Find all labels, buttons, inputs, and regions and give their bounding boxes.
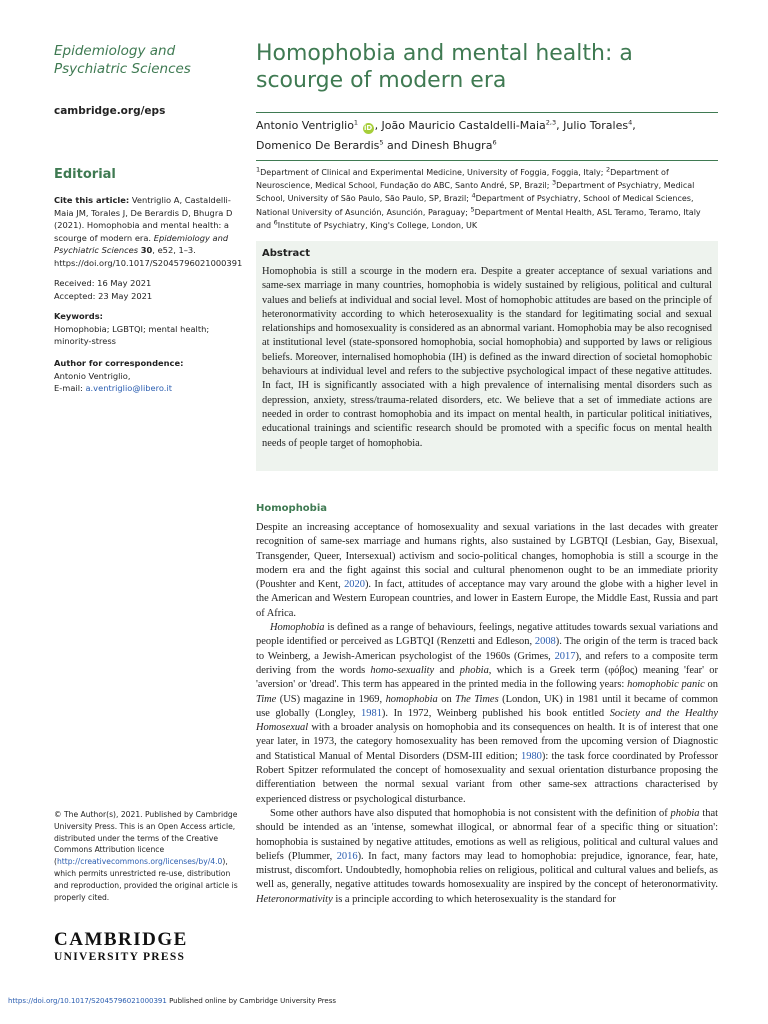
author-affil-sup: 2,3 [545, 118, 557, 127]
body-text [256, 521, 718, 907]
affil-sup: 4 [471, 191, 476, 200]
paragraph [256, 621, 718, 807]
cite-text: Ventriglio A, Castaldelli-Maia JM, Torales J, De Berardis D, Bhugra D (2021). Homophobia and mental health: a scourge of modern era. [54, 195, 233, 243]
affil-text: Institute of Psychiatry, King's College, London, UK [277, 220, 478, 230]
accepted-date: Accepted: 23 May 2021 [54, 290, 153, 301]
term-italic: homophobia [385, 693, 438, 705]
keywords-label: Keywords: [54, 311, 103, 321]
publisher-logo [54, 930, 244, 964]
affil-sup: 5 [470, 204, 475, 213]
author-affil-sup: 4 [628, 118, 633, 127]
term-italic: Time [256, 693, 277, 705]
ref-link[interactable]: 2020 [344, 579, 365, 591]
author-name: and Dinesh Bhugra [383, 139, 493, 152]
correspondence-label: Author for correspondence: [54, 358, 184, 368]
text-run: is a principle according to which heterosexuality is the standard for [332, 893, 616, 905]
term-italic: phobia [459, 664, 489, 676]
text-run: ). In fact, many factors may lead to homophobia: prejudice, ignorance, fear, hate, mistrust, discomfort. Undoubtedly, homophobia relies on religious, political and cultural values and beliefs, as well as, generally, negative attitudes towards homosexuality are inspired by the concept of heteronormativity. [256, 850, 718, 891]
text-run: Despite an increasing acceptance of homosexuality and sexual variations in the last decades with greater recognition of same-sex marriage and humans rights, also sustained by LGBTQI (Lesbian, Gay, Bisexual, Transgender, Queer, Intersexual) activism and socio-political changes, homophobia is still a scourge in the modern era and the fight against this social and cultural phenomenon ought to be an immediate priority (Poushter and Kent, [256, 522, 718, 591]
text-run: is defined as a range of behaviours, feelings, negative attitudes towards sexual variations and people identified or perceived as LGBTQI (Renzetti and Edleson, [256, 622, 718, 648]
ref-link[interactable]: 2008 [534, 636, 556, 648]
license-suffix: ), which permits unrestricted re-use, distribution and reproduction, provided the original article is properly cited. [54, 857, 238, 902]
keywords-list: Homophobia; LGBTQI; mental health; minority-stress [54, 323, 210, 346]
text-run: (US) magazine in 1969, [276, 693, 386, 705]
term-italic: The Times [455, 693, 499, 705]
dates-block [54, 277, 246, 302]
orcid-icon[interactable]: iD [363, 124, 373, 132]
authors-rule [256, 160, 718, 161]
abstract-text: Homophobia is still a scourge in the modern era. Despite a greater acceptance of sexual variations and same-sex marriage in many countries, homophobia is widely sustained by religious, political and cultural values and beliefs at individual and social level. Most of homophobic attitudes are based on the principle of heteronormativity according to which heterosexuality is the standard for legitimating social and sexual relationships and homosexuality is considered as an abnormal variant. Homophobia may be also recognised at institutional level (state-sponsored homophobia, social homophobia) and supported by laws or religious beliefs. Moreover, internalised homophobia (IH) is defined as the inward direction of societal homophobic behaviours at individual level and refers to the subjective psychological impact of these negative attitudes. In fact, IH is significantly associated with a high prevalence of internalising mental disorders such as depression, anxiety, stress/trauma-related disorders, etc. We believe that a set of immediate actions are needed in order to contrast homophobia and its impact on mental health, in particular political initiatives, educational trainings and scientific research should be promoted with a specific focus on mental health needs of people target of homophobia. [262, 266, 712, 449]
term-italic: Society and the Healthy Homosexual [256, 707, 718, 734]
text-run: , which is a Greek term (φόβος) meaning 'fear' or 'aversion' or 'dread'. This term has appeared in the printed media in the following years: [256, 664, 718, 691]
author-name: Antonio Ventriglio [256, 119, 354, 132]
footer-text: Published online by Cambridge University Press [166, 997, 337, 1005]
ref-link[interactable]: 2016 [336, 850, 358, 862]
license-link[interactable]: http://creativecommons.org/licenses/by/4.0 [56, 857, 223, 867]
term-italic: homo-sexuality [370, 664, 435, 676]
affil-sup: 2 [605, 165, 611, 174]
text-run: ): the task force coordinated by Professor Robert Spitzer reformulated the concept of homosexuality and sexual orientation disturbance proposing the differentiation between the normal sexual variant from other same-sex attractions characterised by experienced distress or psychological disturbance. [256, 750, 718, 805]
ref-link[interactable]: 1980 [521, 750, 542, 762]
text-run: Some other authors have also disputed that homophobia is not consistent with the definition of [270, 807, 671, 819]
author-list: Antonio Ventriglio$^1$ iD , João Mauricio Castaldelli-Maia$^{2,3}$, Julio Torales$^4$, Domenico De Berardis$^5$ and Dinesh Bhugra$^6$ [256, 118, 636, 152]
logo-university-press: UNIVERSITY PRESS [54, 951, 186, 963]
text-run: ), and refers to a composite term deriving from the words [256, 650, 718, 676]
paragraph [256, 807, 718, 907]
text-run: ). In 1972, Weinberg published his book entitled [381, 707, 610, 719]
doi-link[interactable]: https://doi.org/10.1017/S2045796021000391 [8, 997, 167, 1005]
cite-journal: Epidemiology and Psychiatric Sciences [54, 232, 229, 255]
affil-text: Department of Neuroscience, Medical School, Fundação do ABC, Santo André, SP, Brazil; [256, 168, 669, 191]
email-link[interactable]: a.ventriglio@libero.it [85, 383, 173, 393]
text-run: on [437, 693, 456, 705]
journal-url-link[interactable]: cambridge.org/eps [54, 105, 166, 117]
email-label: E-mail: [54, 383, 86, 393]
author-affil-sup: 1 [353, 118, 359, 127]
author-name: , João Mauricio Castaldelli-Maia [374, 119, 546, 132]
term-italic: phobia [670, 807, 700, 819]
logo-cambridge: CAMBRIDGE [54, 929, 188, 950]
correspondence-block [54, 357, 246, 395]
received-date: Received: 16 May 2021 [54, 278, 152, 288]
keywords-block [54, 310, 246, 348]
ref-link[interactable]: 2017 [554, 650, 576, 662]
text-run: with a broader analysis on homophobia and its consequences on health. It is of interest that one year later, in 1973, the category homosexuality has been removed from the upcoming version of Diagnostic and Statistical Manual of Mental Disorders (DSM-III edition; [256, 722, 718, 762]
title-rule [256, 112, 718, 113]
cite-label: Cite this article: [54, 195, 130, 205]
text-run: and [434, 664, 460, 676]
citation-block [54, 194, 246, 269]
license-block [54, 809, 244, 903]
abstract-heading: Abstract [262, 248, 311, 259]
page-footer [8, 997, 336, 1005]
text-run: that should be intended as an 'intense, somewhat illogical, or abnormal fear of a specific thing or situation': homophobia is sustained by negative attitudes, emotions as well as religious, political and cultural values and beliefs (Plummer, [256, 807, 718, 862]
text-run: (London, UK) in 1981 until it became of common use globally (Longley, [256, 693, 719, 719]
affil-sup: 1 [256, 165, 261, 174]
journal-name: Epidemiology and Psychiatric Sciences [54, 43, 191, 77]
affiliations [256, 166, 718, 232]
author-affil-sup: 6 [492, 138, 497, 147]
affil-text: Department of Clinical and Experimental Medicine, University of Foggia, Foggia, Italy; [260, 168, 606, 177]
author-name: Domenico De Berardis [256, 139, 380, 152]
affil-text: Department of Psychiatry, Medical School, University of São Paulo, São Paulo, SP, Brazil; [256, 181, 695, 204]
affil-sup: 6 [273, 218, 278, 227]
cite-volume: 30 [140, 245, 153, 255]
text-run: ). In fact, attitudes of acceptance may vary around the globe with a higher level in the American and Western European countries, and lower in Eastern Europe, the Middle East, Russia and part of Africa. [256, 579, 718, 619]
text-run: ). The origin of the term is traced back to Weinberg, a Jewish-American psychologist of the 1960s (Grimes, [256, 636, 718, 662]
affil-text: Department of Mental Health, ASL Teramo, Teramo, Italy and [256, 207, 701, 230]
term-italic: Heteronormativity [256, 893, 333, 905]
section-heading: Homophobia [256, 503, 328, 514]
term-italic: Homophobia [270, 622, 325, 634]
article-type: Editorial [54, 167, 116, 182]
paragraph [256, 521, 718, 621]
correspondence-name: Antonio Ventriglio, [54, 370, 131, 381]
term-italic: homophobic panic [627, 679, 705, 691]
article-title: Homophobia and mental health: a scourge of modern era [256, 41, 633, 93]
text-run: on [704, 679, 718, 691]
author-affil-sup: 5 [379, 138, 384, 147]
ref-link[interactable]: 1981 [361, 707, 382, 719]
license-prefix: © The Author(s), 2021. Published by Cambridge University Press. This is an Open Access article, distributed under the terms of the Creative Commons Attribution licence ( [54, 810, 238, 867]
cite-rest: , e52, 1–3. https://doi.org/10.1017/S2045796021000391 [54, 245, 243, 268]
affil-sup: 3 [551, 178, 557, 187]
author-name: , Julio Torales [556, 119, 629, 132]
correspondence-email-line [54, 382, 246, 395]
affil-text: Department of Psychiatry, School of Medical Sciences, National University of Asunción, Asunción, Paraguay; [256, 194, 694, 217]
